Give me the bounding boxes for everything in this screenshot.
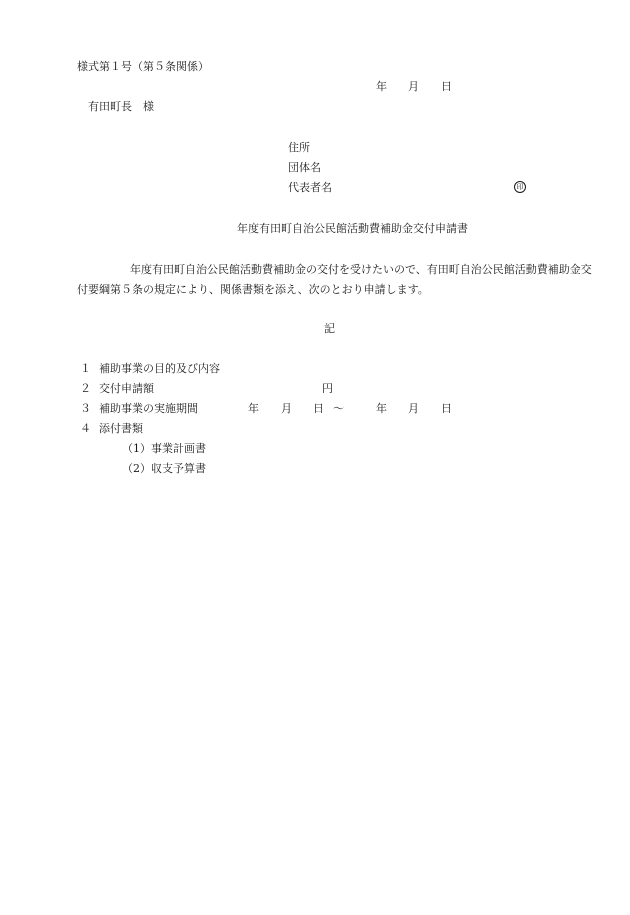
addressee: 有田町長 様: [88, 100, 154, 113]
representative-label: 代表者名: [288, 181, 332, 194]
document-title: 年度有田町自治公民館活動費補助金交付申請書: [237, 222, 468, 235]
attachment-item: （1）事業計画書: [122, 442, 206, 455]
ki-heading: 記: [324, 322, 335, 335]
period-start-day: 日: [313, 402, 324, 415]
period-start-year: 年: [248, 402, 259, 415]
item-number: １: [80, 362, 91, 375]
period-end-day: 日: [441, 402, 452, 415]
group-name-label: 団体名: [288, 161, 321, 174]
item-number: ３: [80, 402, 91, 415]
body-line-1: 年度有田町自治公民館活動費補助金の交付を受けたいので、有田町自治公民館活動費補助金交: [130, 263, 592, 276]
item-number: ４: [80, 422, 91, 435]
item-label: 添付書類: [99, 422, 143, 435]
attachment-item: （2）収支予算書: [122, 462, 206, 475]
period-end-year: 年: [376, 402, 387, 415]
seal-mark: 印: [514, 181, 526, 193]
date-month-label: 月: [408, 80, 419, 93]
body-line-2: 付要綱第５条の規定により、関係書類を添え、次のとおり申請します。: [77, 283, 429, 296]
item-label: 交付申請額: [99, 382, 154, 395]
period-tilde: ～: [333, 402, 344, 415]
amount-unit: 円: [322, 382, 333, 395]
item-label: 補助事業の実施期間: [99, 402, 198, 415]
item-number: ２: [80, 382, 91, 395]
form-label: 様式第１号（第５条関係）: [77, 60, 209, 73]
date-year-label: 年: [376, 80, 387, 93]
address-label: 住所: [288, 141, 310, 154]
item-label: 補助事業の目的及び内容: [99, 362, 220, 375]
period-end-month: 月: [408, 402, 419, 415]
period-start-month: 月: [281, 402, 292, 415]
date-day-label: 日: [441, 80, 452, 93]
